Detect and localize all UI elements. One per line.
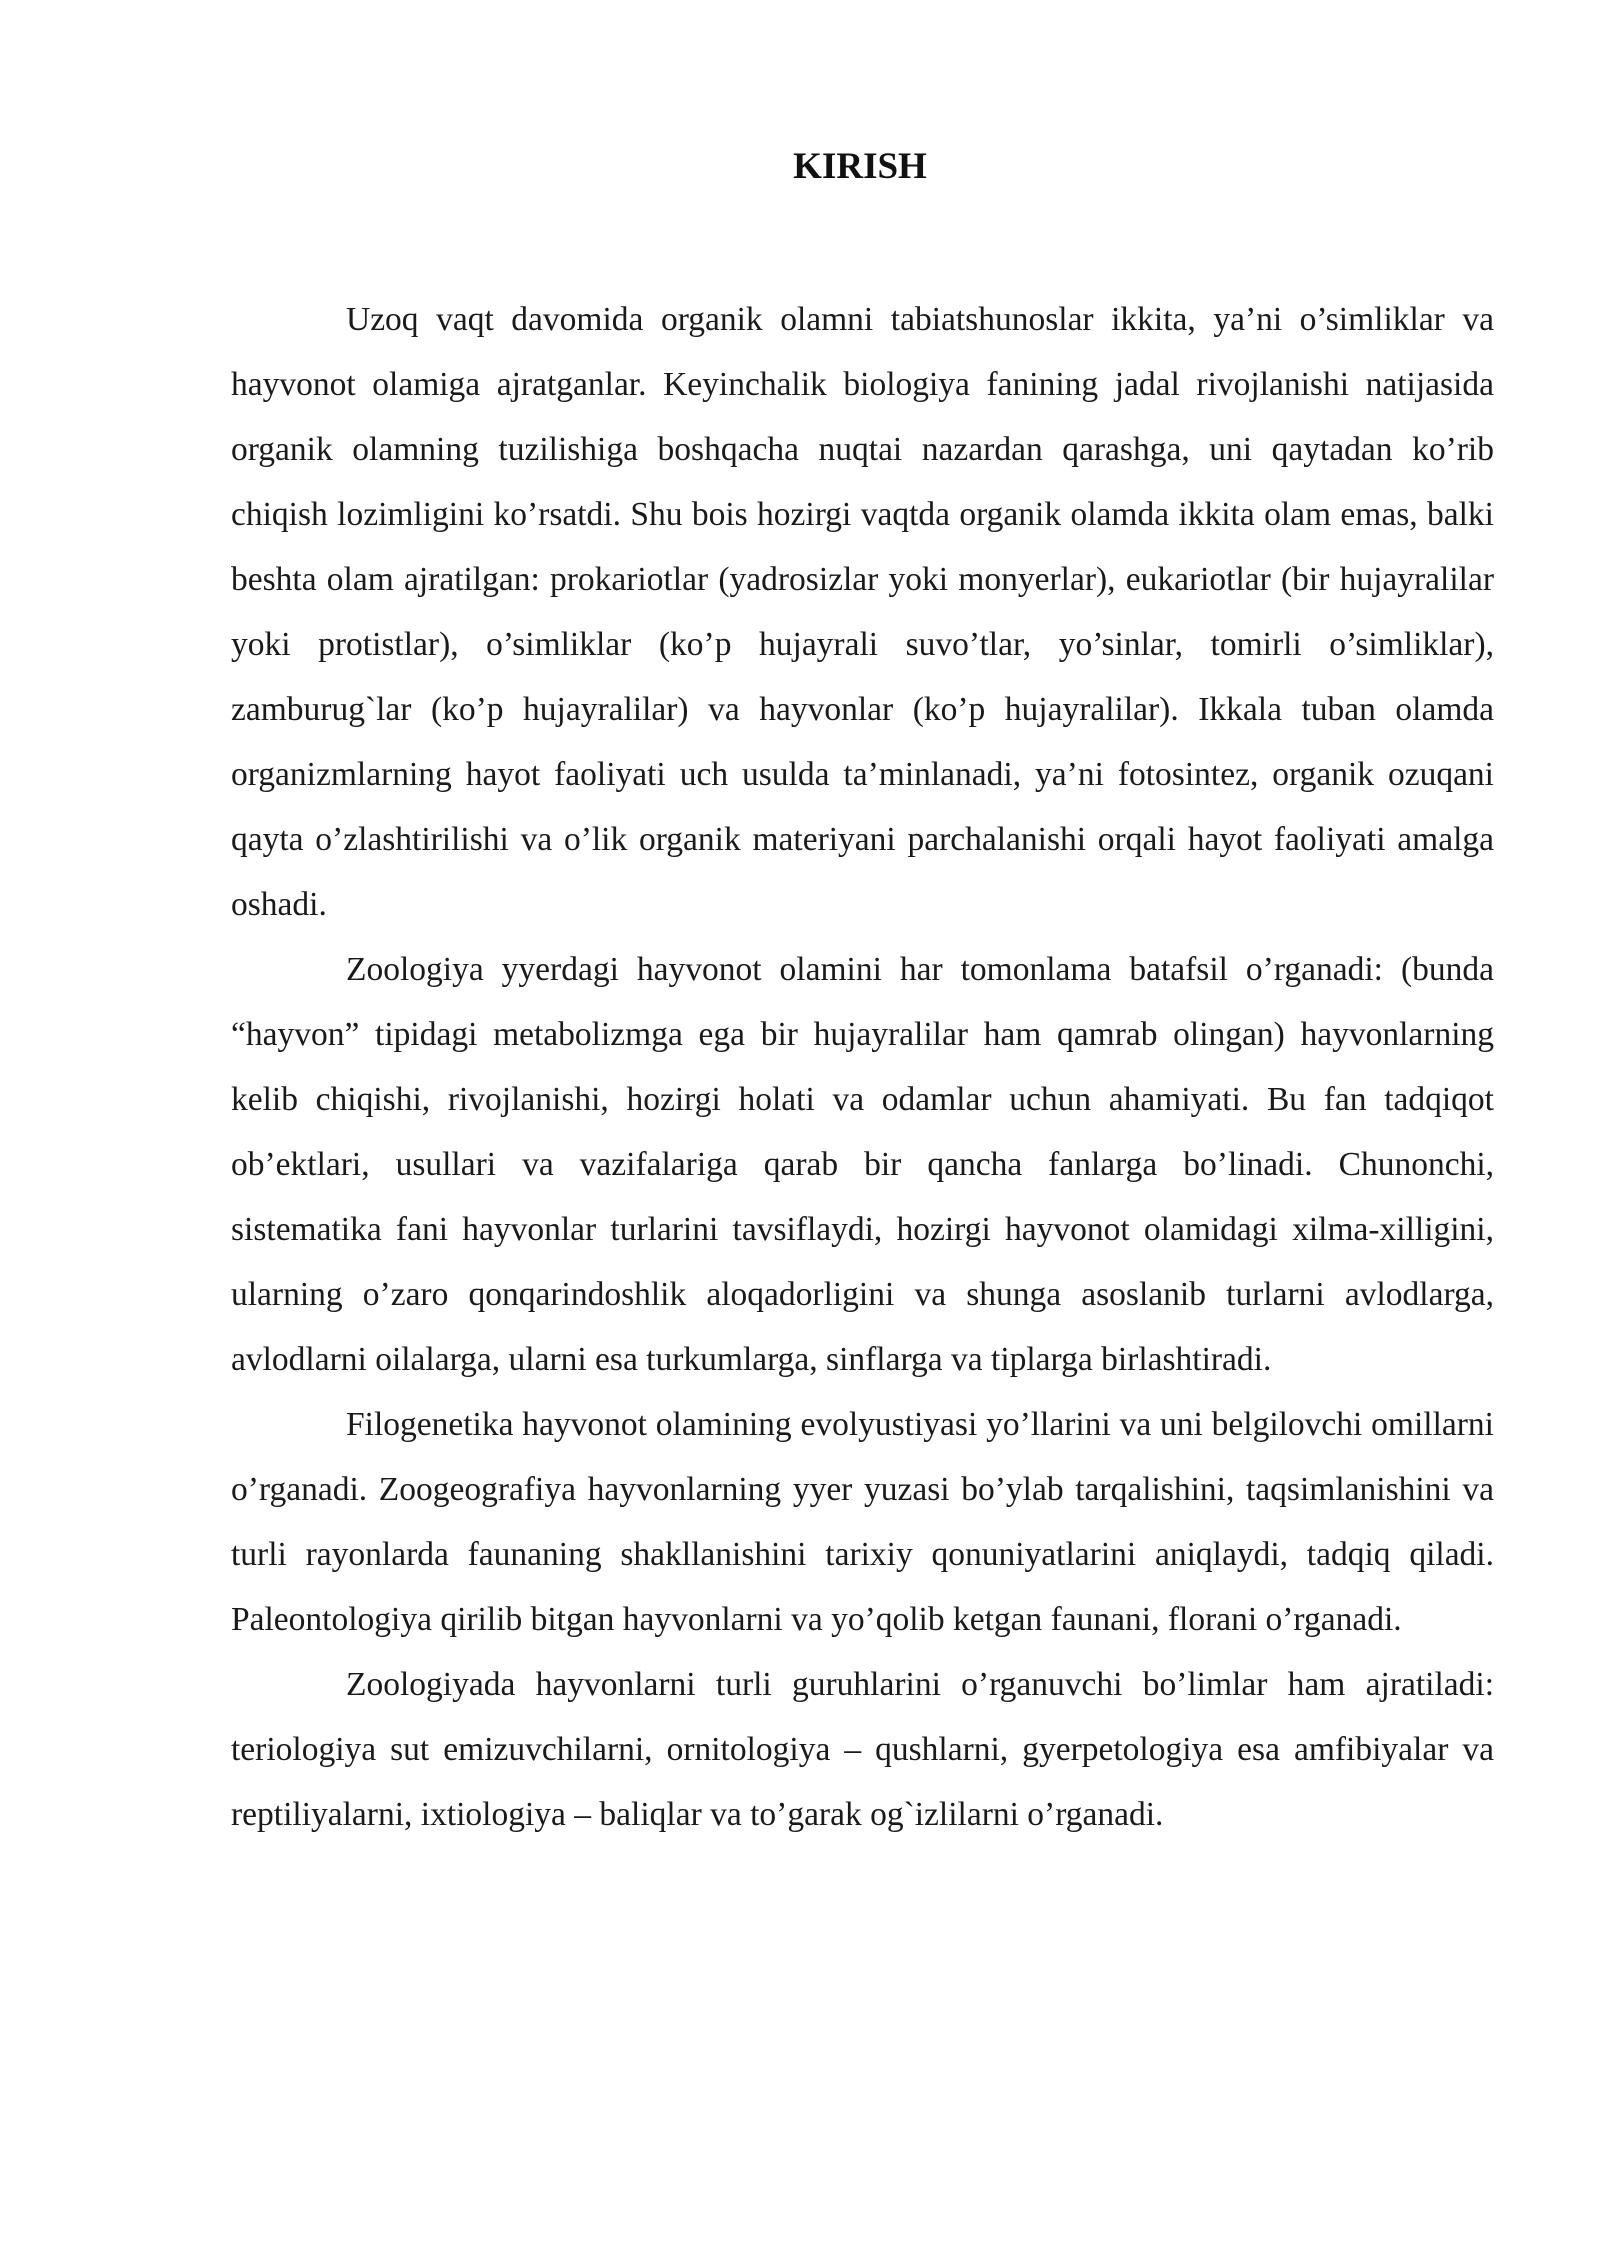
paragraph: Zoologiya yyerdagi hayvonot olamini har tomonlama batafsil o’rganadi: (bunda “hayvon” tipidagi metabolizmga ega bir hujayralilar ham qamrab olingan) hayvonlarning kelib chiqishi, rivojlanishi, hozirgi holati va odamlar uchun ahamiyati. Bu fan tadqiqot ob’ektlari, usullari va vazifalariga qarab bir qancha fanlarga bo’linadi. Chunonchi, sistematika fani hayvonlar turlarini tavsiflaydi, hozirgi hayvonot olamidagi xilma-xilligini, ularning o’zaro qonqarindoshlik aloqadorligini va shunga asoslanib turlarni avlodlarga, avlodlarni oilalarga, ularni esa turkumlarga, sinflarga va tiplarga birlashtiradi. [231,951,1494,1378]
paragraph: Zoologiyada hayvonlarni turli guruhlarini o’rganuvchi bo’limlar ham ajratiladi: teriologiya sut emizuvchilarni, ornitologiya – qushlarni, gyerpetologiya esa amfibiyalar va reptiliyalarni, ixtiologiya – baliqlar va to’garak og`izlilarni o’rganadi. [231,1666,1494,1833]
paragraph: Uzoq vaqt davomida organik olamni tabiatshunoslar ikkita, ya’ni o’simliklar va hayvonot olamiga ajratganlar. Keyinchalik biologiya fanining jadal rivojlanishi natijasida organik olamning tuzilishiga boshqacha nuqtai nazardan qarashga, uni qaytadan ko’rib chiqish lozimligini ko’rsatdi. Shu bois hozirgi vaqtda organik olamda ikkita olam emas, balki beshta olam ajratilgan: prokariotlar (yadrosizlar yoki monyerlar), eukariotlar (bir hujayralilar yoki protistlar), o’simliklar (ko’p hujayrali suvo’tlar, yo’sinlar, tomirli o’simliklar), zamburug`lar (ko’p hujayralilar) va hayvonlar (ko’p hujayralilar). Ikkala tuban olamda organizmlarning hayot faoliyati uch usulda ta’minlanadi, ya’ni fotosintez, organik ozuqani qayta o’zlashtirilishi va o’lik organik materiyani parchalanishi orqali hayot faoliyati amalga oshadi. [231,301,1494,923]
paragraph: Filogenetika hayvonot olamining evolyustiyasi yo’llarini va uni belgilovchi omillarni o’rganadi. Zoogeografiya hayvonlarning yyer yuzasi bo’ylab tarqalishini, taqsimlanishini va turli rayonlarda faunaning shakllanishini tarixiy qonuniyatlarini aniqlaydi, tadqiq qiladi. Paleontologiya qirilib bitgan hayvonlarni va yo’qolib ketgan faunani, florani o’rganadi. [231,1406,1494,1638]
page-title: KIRISH [793,146,927,187]
document-body [231,287,1494,1847]
